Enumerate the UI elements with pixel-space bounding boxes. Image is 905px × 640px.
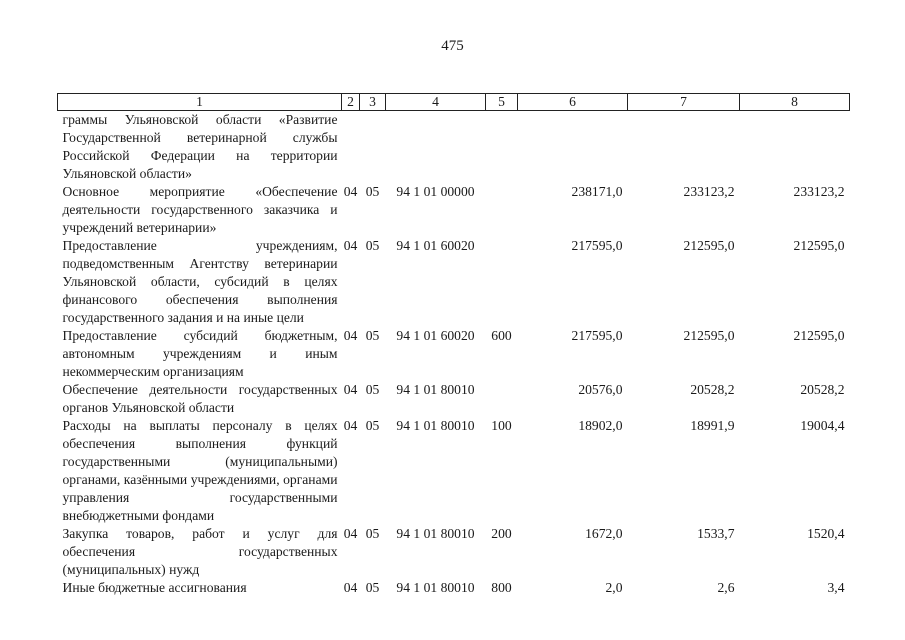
header-row [58,94,850,111]
row-expense-type: 200 [491,526,512,541]
row-name: Расходы на выплаты персоналу в целях обеспечения выполнения функций государственными (муниципальными) органами, казёнными учреждениями, органами управления государственными внебюджетными фондами [62,418,338,523]
row-value-col8: 1520,4 [807,526,845,541]
row-section [342,111,360,184]
table-row [58,525,850,579]
row-expense-type [486,381,518,417]
row-value-col7: 212595,0 [683,238,735,253]
row-value-col6: 217595,0 [571,238,623,253]
row-value-col8 [740,111,850,184]
row-expense-type [486,183,518,237]
row-name: граммы Ульяновской области «Развитие Государственной ветеринарной службы Российской Федерации на территории Ульяновской области» [62,112,338,181]
row-subsection: 05 [365,184,380,199]
table-row [58,579,850,597]
row-subsection: 05 [365,238,380,253]
row-value-col8: 212595,0 [793,328,845,343]
row-section: 04 [343,580,358,595]
row-expense-type: 100 [491,418,512,433]
row-value-col7: 1533,7 [697,526,735,541]
table-row [58,381,850,417]
row-section: 04 [343,184,358,199]
row-expense-type [486,237,518,327]
row-target-code: 94 1 01 60020 [396,328,475,343]
row-subsection: 05 [365,418,380,433]
row-subsection: 05 [365,382,380,397]
header-col-8: 8 [740,94,850,111]
row-value-col6: 2,0 [605,580,623,595]
budget-table [57,93,850,597]
row-name: Основное мероприятие «Обеспечение деятельности государственного заказчика и учреждений ветеринарии» [62,184,338,235]
row-target-code: 94 1 01 80010 [396,418,475,433]
row-subsection: 05 [365,328,380,343]
page-number: 475 [441,38,464,54]
header-col-6: 6 [518,94,628,111]
row-section: 04 [343,238,358,253]
row-target-code: 94 1 01 60020 [396,238,475,253]
row-expense-type: 800 [491,580,512,595]
table-row [58,111,850,184]
row-expense-type [486,111,518,184]
row-value-col8: 20528,2 [800,382,845,397]
row-value-col7: 2,6 [717,580,735,595]
row-value-col7 [628,111,740,184]
table-row [58,417,850,525]
row-value-col6: 217595,0 [571,328,623,343]
row-expense-type: 600 [491,328,512,343]
row-name: Иные бюджетные ассигнования [62,580,247,595]
row-subsection: 05 [365,526,380,541]
row-value-col7: 212595,0 [683,328,735,343]
row-section: 04 [343,328,358,343]
row-target-code [386,111,486,184]
row-value-col6 [518,111,628,184]
row-name: Предоставление субсидий бюджетным, автономным учреждениям и иным некоммерческим организациям [62,328,338,379]
row-target-code: 94 1 01 00000 [396,184,475,199]
header-col-7: 7 [628,94,740,111]
header-col-5: 5 [486,94,518,111]
row-subsection [360,111,386,184]
header-col-4: 4 [386,94,486,111]
row-value-col7: 20528,2 [690,382,735,397]
row-section: 04 [343,526,358,541]
row-target-code: 94 1 01 80010 [396,526,475,541]
row-value-col6: 238171,0 [571,184,623,199]
row-name: Закупка товаров, работ и услуг для обеспечения государственных (муниципальных) нужд [62,526,338,577]
row-name: Предоставление учреждениям, подведомственным Агентству ветеринарии Ульяновской области, субсидий в целях финансового обеспечения выполнения государственного задания и на иные цели [62,238,338,325]
header-col-3: 3 [360,94,386,111]
row-section: 04 [343,418,358,433]
row-value-col8: 3,4 [827,580,845,595]
row-value-col7: 233123,2 [683,184,735,199]
row-target-code: 94 1 01 80010 [396,580,475,595]
row-section: 04 [343,382,358,397]
row-name: Обеспечение деятельности государственных органов Ульяновской области [62,382,338,415]
table-row [58,183,850,237]
table-row [58,327,850,381]
header-col-2: 2 [342,94,360,111]
row-value-col7: 18991,9 [690,418,735,433]
row-target-code: 94 1 01 80010 [396,382,475,397]
header-col-1: 1 [58,94,342,111]
row-value-col6: 20576,0 [578,382,623,397]
row-value-col8: 212595,0 [793,238,845,253]
row-value-col6: 1672,0 [585,526,623,541]
row-value-col8: 233123,2 [793,184,845,199]
table-row [58,237,850,327]
row-value-col8: 19004,4 [800,418,845,433]
row-subsection: 05 [365,580,380,595]
row-value-col6: 18902,0 [578,418,623,433]
